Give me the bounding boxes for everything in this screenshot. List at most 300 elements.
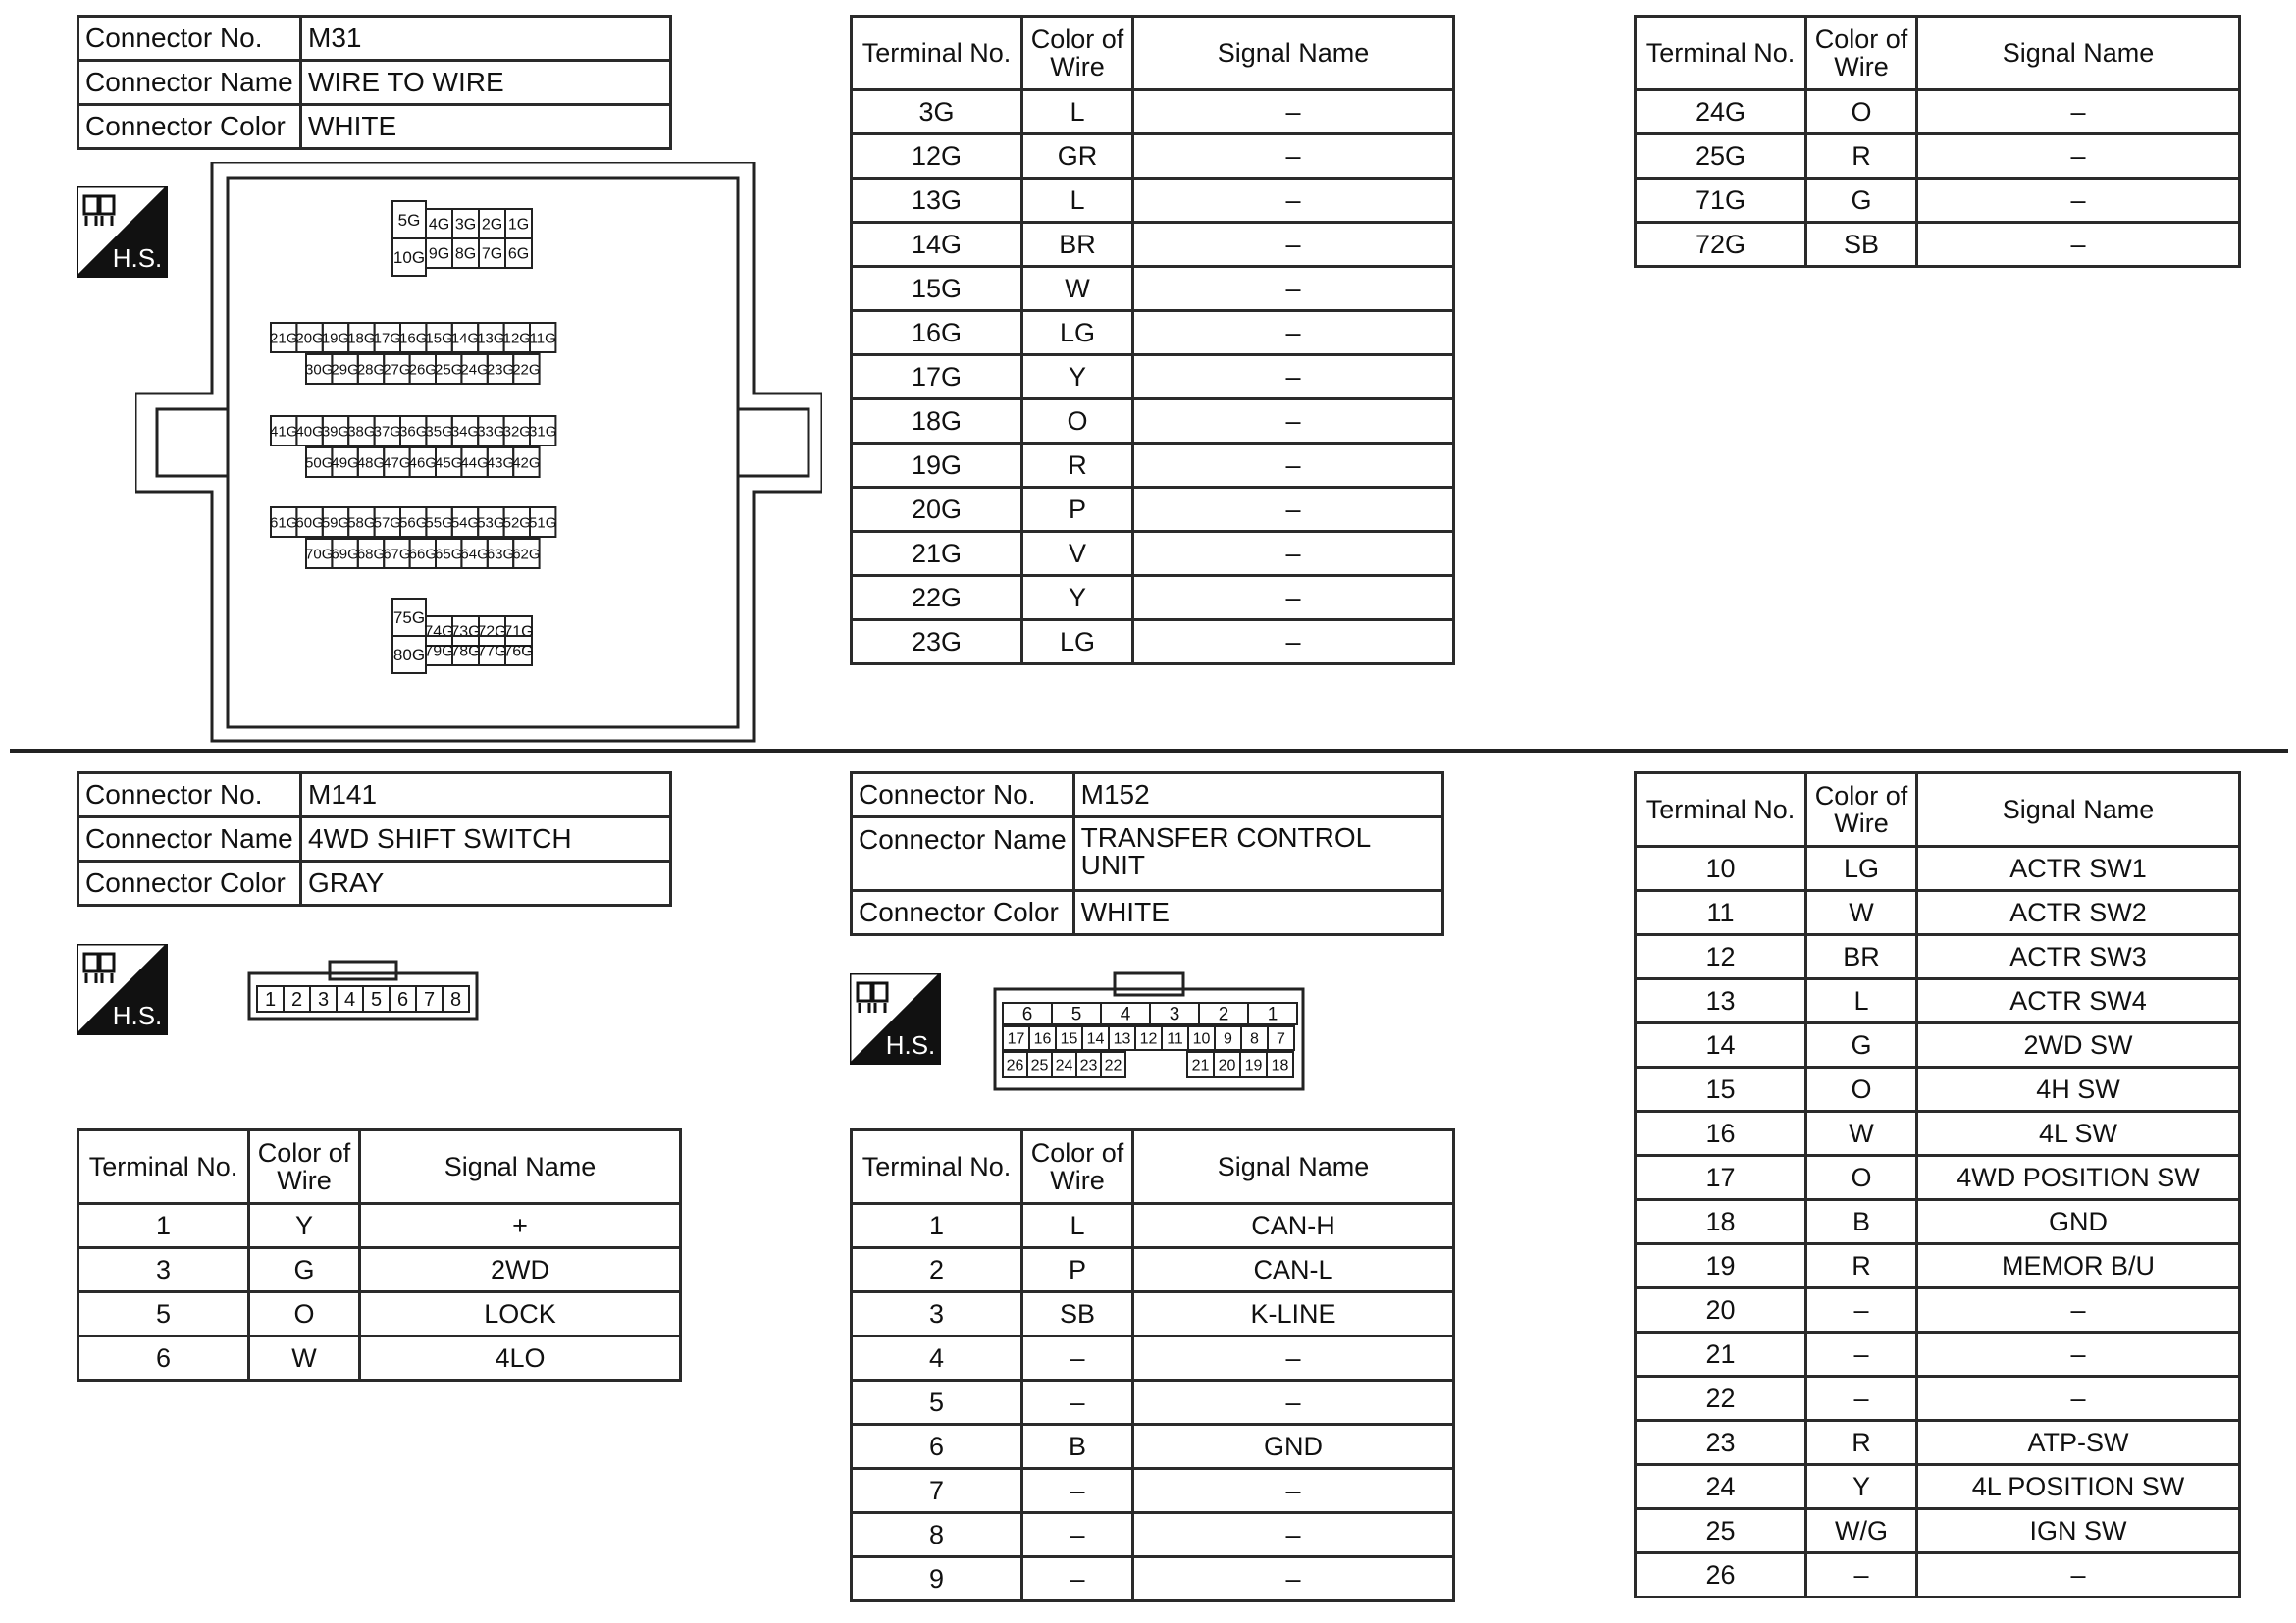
table-row (78, 1204, 681, 1248)
terminal-cell: 72G (1636, 223, 1806, 267)
connector-cavity (409, 447, 437, 477)
svg-text:12G: 12G (502, 330, 531, 347)
connector-cavity (337, 986, 363, 1012)
connector-cavity (530, 323, 556, 352)
svg-text:4: 4 (1120, 1004, 1131, 1025)
svg-text:17: 17 (1007, 1030, 1025, 1048)
svg-text:6: 6 (396, 989, 409, 1011)
terminal-cell: 18 (1636, 1200, 1806, 1244)
connector-cavity (1056, 1026, 1082, 1050)
svg-text:42G: 42G (512, 454, 541, 472)
wire-color-cell: LG (1806, 847, 1917, 891)
harness-side-icon (850, 973, 941, 1065)
connector-cavity (1003, 1052, 1027, 1077)
svg-text:37G: 37G (373, 423, 401, 441)
m141-connector-face (247, 960, 479, 1021)
svg-text:39G: 39G (321, 423, 350, 441)
table-row (1636, 1553, 2240, 1597)
connector-color-value: GRAY (301, 862, 671, 906)
svg-text:6: 6 (1021, 1004, 1033, 1025)
svg-text:33G: 33G (477, 423, 505, 441)
table-row (852, 1557, 1454, 1601)
connector-cavity (425, 323, 452, 352)
table-row (852, 1469, 1454, 1513)
wire-color-cell: R (1806, 134, 1917, 179)
terminal-cell: 3G (852, 90, 1022, 134)
terminal-cell: 15 (1636, 1068, 1806, 1112)
svg-text:31G: 31G (529, 423, 557, 441)
connector-cavity (1162, 1026, 1188, 1050)
connector-cavity (357, 354, 385, 384)
signal-name-cell: CAN-L (1133, 1248, 1454, 1292)
svg-text:7G: 7G (481, 245, 503, 263)
connector-cavity (331, 447, 358, 477)
connector-cavity (425, 416, 452, 445)
signal-name-cell: – (1133, 223, 1454, 267)
color-of-wire-header: Color of Wire (1806, 773, 1917, 847)
table-row (78, 1248, 681, 1292)
table-row (852, 1204, 1454, 1248)
connector-cavity (487, 354, 514, 384)
connector-cavity (416, 986, 443, 1012)
terminal-cell: 3 (852, 1292, 1022, 1336)
signal-name-cell: + (360, 1204, 681, 1248)
terminal-cell: 22G (852, 576, 1022, 620)
terminal-cell: 14G (852, 223, 1022, 267)
connector-cavity (295, 507, 323, 537)
signal-name-cell: 4LO (360, 1336, 681, 1381)
connector-name-value: 4WD SHIFT SWITCH (301, 817, 671, 862)
signal-name-cell: – (1133, 1336, 1454, 1381)
wire-color-cell: O (1806, 1156, 1917, 1200)
terminal-cell: 17G (852, 355, 1022, 399)
color-of-wire-header: Color of Wire (1022, 17, 1133, 90)
signal-name-cell: 4L SW (1917, 1112, 2240, 1156)
signal-name-cell: – (1917, 90, 2240, 134)
svg-text:45G: 45G (435, 454, 463, 472)
connector-cavity (503, 616, 533, 646)
connector-cavity (460, 539, 488, 568)
connector-name-label: Connector Name (78, 61, 301, 105)
svg-text:23G: 23G (486, 361, 515, 379)
connector-cavity (477, 616, 506, 646)
color-of-wire-header: Color of Wire (1022, 1130, 1133, 1204)
wire-color-cell: W (1022, 267, 1133, 311)
connector-cavity (424, 616, 453, 646)
connector-cavity (357, 447, 385, 477)
svg-text:50G: 50G (305, 454, 334, 472)
svg-text:1G: 1G (507, 216, 530, 234)
wire-color-cell: LG (1022, 620, 1133, 664)
connector-cavity (435, 354, 462, 384)
terminal-cell: 16 (1636, 1112, 1806, 1156)
wire-color-cell: – (1806, 1288, 1917, 1333)
signal-name-cell: – (1133, 267, 1454, 311)
svg-text:7: 7 (1277, 1030, 1285, 1048)
connector-cavity (399, 416, 427, 445)
svg-text:53G: 53G (477, 514, 505, 532)
svg-text:51G: 51G (529, 514, 557, 532)
connector-cavity (529, 416, 556, 445)
table-row (852, 1425, 1454, 1469)
section-divider (10, 749, 2288, 753)
connector-cavity (322, 507, 349, 537)
table-row (1636, 223, 2240, 267)
signal-name-cell: – (1133, 179, 1454, 223)
signal-name-cell: 4WD POSITION SW (1917, 1156, 2240, 1200)
connector-cavity (295, 416, 323, 445)
connector-cavity (452, 238, 479, 268)
signal-name-cell: K-LINE (1133, 1292, 1454, 1336)
wire-color-cell: Y (1806, 1465, 1917, 1509)
connector-name-label: Connector Name (852, 817, 1074, 891)
signal-name-cell: – (1133, 1557, 1454, 1601)
connector-cavity (505, 238, 532, 268)
svg-text:1: 1 (264, 989, 277, 1011)
signal-name-cell: – (1917, 1377, 2240, 1421)
svg-text:22G: 22G (512, 361, 541, 379)
svg-text:58G: 58G (347, 514, 376, 532)
wire-color-cell: G (249, 1248, 360, 1292)
svg-text:20G: 20G (295, 330, 324, 347)
connector-cavity (1199, 1003, 1248, 1025)
terminal-no-header: Terminal No. (852, 17, 1022, 90)
terminal-cell: 71G (1636, 179, 1806, 223)
svg-text:38G: 38G (347, 423, 376, 441)
terminal-cell: 16G (852, 311, 1022, 355)
wire-color-cell: – (1022, 1469, 1133, 1513)
svg-text:13: 13 (1113, 1030, 1131, 1048)
connector-cavity (1135, 1026, 1162, 1050)
connector-cavity (1214, 1052, 1240, 1077)
m152-terminal-table-b (1634, 771, 2241, 1598)
connector-cavity (512, 539, 540, 568)
connector-cavity (1150, 1003, 1199, 1025)
svg-text:21G: 21G (270, 330, 298, 347)
terminal-cell: 21G (852, 532, 1022, 576)
connector-cavity (477, 416, 504, 445)
table-row (78, 1292, 681, 1336)
connector-cavity (1240, 1052, 1267, 1077)
signal-name-cell: ACTR SW3 (1917, 935, 2240, 979)
wire-color-cell: P (1022, 488, 1133, 532)
m141-terminal-table (77, 1128, 682, 1382)
connector-cavity (451, 323, 479, 352)
table-row (1636, 1156, 2240, 1200)
color-of-wire-header: Color of Wire (249, 1130, 360, 1204)
m152-terminal-table-a (850, 1128, 1455, 1602)
svg-text:17G: 17G (373, 330, 401, 347)
svg-text:63G: 63G (486, 546, 515, 563)
connector-cavity (390, 986, 416, 1012)
svg-text:11: 11 (1167, 1030, 1183, 1048)
wire-color-cell: O (1806, 90, 1917, 134)
svg-text:32G: 32G (502, 423, 531, 441)
wire-color-cell: L (1022, 179, 1133, 223)
terminal-cell: 2 (852, 1248, 1022, 1292)
connector-cavity (1215, 1026, 1241, 1050)
connector-cavity (409, 354, 437, 384)
svg-text:65G: 65G (435, 546, 463, 563)
table-row (1636, 847, 2240, 891)
connector-cavity (1109, 1026, 1135, 1050)
connector-cavity (305, 447, 333, 477)
wire-color-cell: W (1806, 1112, 1917, 1156)
wire-color-cell: B (1022, 1425, 1133, 1469)
connector-color-label: Connector Color (852, 891, 1074, 935)
connector-cavity (503, 507, 531, 537)
signal-name-cell: – (1133, 1381, 1454, 1425)
table-row (852, 179, 1454, 223)
connector-cavity (1076, 1052, 1101, 1077)
svg-text:48G: 48G (356, 454, 386, 472)
terminal-cell: 8 (852, 1513, 1022, 1557)
connector-cavity (1101, 1052, 1125, 1077)
svg-text:15G: 15G (425, 330, 453, 347)
table-row (1636, 1465, 2240, 1509)
signal-name-cell: – (1133, 532, 1454, 576)
wire-color-cell: L (1022, 1204, 1133, 1248)
connector-cavity (383, 539, 410, 568)
terminal-cell: 15G (852, 267, 1022, 311)
wire-color-cell: W (1806, 891, 1917, 935)
signal-name-cell: IGN SW (1917, 1509, 2240, 1553)
table-row (1636, 1068, 2240, 1112)
svg-text:14G: 14G (450, 330, 480, 347)
connector-cavity (479, 209, 505, 238)
signal-name-cell: LOCK (360, 1292, 681, 1336)
wire-color-cell: Y (1022, 576, 1133, 620)
table-row (1636, 90, 2240, 134)
table-row (1636, 1377, 2240, 1421)
svg-text:36G: 36G (399, 423, 428, 441)
connector-cavity (503, 416, 531, 445)
connector-cavity (426, 238, 452, 268)
svg-text:61G: 61G (270, 514, 298, 532)
signal-name-cell: – (1133, 399, 1454, 444)
m31-terminal-table-b (1634, 15, 2241, 268)
svg-text:34G: 34G (450, 423, 480, 441)
svg-text:18G: 18G (347, 330, 376, 347)
wire-color-cell: – (1022, 1381, 1133, 1425)
svg-text:25: 25 (1030, 1057, 1049, 1074)
svg-text:24G: 24G (460, 361, 489, 379)
connector-cavity (1267, 1052, 1293, 1077)
signal-name-cell: MEMOR B/U (1917, 1244, 2240, 1288)
svg-text:16: 16 (1033, 1030, 1052, 1048)
wire-color-cell: L (1806, 979, 1917, 1023)
signal-name-cell: – (1133, 444, 1454, 488)
svg-text:64G: 64G (460, 546, 489, 563)
svg-text:57G: 57G (373, 514, 401, 532)
terminal-cell: 24 (1636, 1465, 1806, 1509)
connector-cavity (452, 209, 479, 238)
svg-text:44G: 44G (460, 454, 489, 472)
svg-text:11G: 11G (529, 330, 556, 347)
connector-cavity (426, 209, 452, 238)
table-row (1636, 1288, 2240, 1333)
connector-cavity (451, 416, 479, 445)
wire-color-cell: G (1806, 179, 1917, 223)
connector-cavity (529, 507, 556, 537)
connector-cavity (347, 416, 375, 445)
svg-text:47G: 47G (383, 454, 411, 472)
connector-cavity (477, 323, 504, 352)
svg-text:80G: 80G (392, 645, 426, 664)
connector-cavity (392, 636, 426, 673)
signal-name-cell: GND (1917, 1200, 2240, 1244)
terminal-cell: 20G (852, 488, 1022, 532)
terminal-cell: 24G (1636, 90, 1806, 134)
svg-text:10G: 10G (392, 247, 426, 267)
svg-text:24: 24 (1055, 1057, 1073, 1074)
harness-side-icon (77, 944, 168, 1035)
wire-color-cell: O (249, 1292, 360, 1336)
svg-text:19: 19 (1244, 1057, 1263, 1074)
wire-color-cell: Y (249, 1204, 360, 1248)
connector-cavity (1052, 1003, 1101, 1025)
svg-text:12: 12 (1139, 1030, 1158, 1048)
svg-text:21: 21 (1191, 1057, 1210, 1074)
svg-text:28G: 28G (356, 361, 386, 379)
svg-text:3: 3 (317, 989, 330, 1011)
table-row (1636, 1244, 2240, 1288)
terminal-cell: 20 (1636, 1288, 1806, 1333)
svg-text:25G: 25G (435, 361, 463, 379)
wire-color-cell: – (1806, 1333, 1917, 1377)
connector-cavity (409, 539, 437, 568)
table-row (852, 532, 1454, 576)
connector-cavity (270, 323, 297, 352)
svg-text:9: 9 (1224, 1030, 1232, 1048)
signal-name-cell: 4H SW (1917, 1068, 2240, 1112)
signal-name-cell: – (1133, 355, 1454, 399)
connector-no-label: Connector No. (78, 17, 301, 61)
svg-text:68G: 68G (356, 546, 386, 563)
signal-name-cell: – (1917, 1553, 2240, 1597)
svg-text:3G: 3G (454, 216, 477, 234)
connector-cavity (270, 507, 297, 537)
wire-color-cell: G (1806, 1023, 1917, 1068)
signal-name-cell: – (1917, 1333, 2240, 1377)
table-row (852, 90, 1454, 134)
connector-cavity (1241, 1026, 1268, 1050)
svg-text:75G: 75G (392, 607, 426, 627)
terminal-cell: 12 (1636, 935, 1806, 979)
hs-label: H.S. (112, 243, 163, 273)
table-row (852, 223, 1454, 267)
connector-no-label: Connector No. (852, 773, 1074, 817)
signal-name-cell: – (1133, 134, 1454, 179)
connector-cavity (322, 416, 349, 445)
svg-text:40G: 40G (295, 423, 324, 441)
connector-cavity (460, 354, 488, 384)
svg-text:2G: 2G (481, 216, 503, 234)
svg-text:7: 7 (423, 989, 436, 1011)
svg-text:10: 10 (1192, 1030, 1211, 1048)
connector-cavity (505, 209, 532, 238)
svg-text:43G: 43G (486, 454, 515, 472)
connector-cavity (435, 447, 462, 477)
signal-name-header: Signal Name (1917, 773, 2240, 847)
terminal-cell: 4 (852, 1336, 1022, 1381)
svg-text:49G: 49G (331, 454, 359, 472)
connector-cavity (479, 238, 505, 268)
connector-no-value: M141 (301, 773, 671, 817)
terminal-cell: 19 (1636, 1244, 1806, 1288)
svg-text:4G: 4G (428, 216, 450, 234)
wire-color-cell: – (1806, 1377, 1917, 1421)
table-row (1636, 134, 2240, 179)
terminal-no-header: Terminal No. (1636, 17, 1806, 90)
connector-cavity (425, 507, 452, 537)
svg-text:26G: 26G (408, 361, 437, 379)
svg-text:14: 14 (1086, 1030, 1105, 1048)
connector-cavity (399, 323, 427, 352)
m152-connector-face (993, 971, 1305, 1091)
m31-terminal-table-a (850, 15, 1455, 665)
table-row (852, 576, 1454, 620)
signal-name-cell: – (1133, 488, 1454, 532)
connector-color-value: WHITE (1073, 891, 1442, 935)
table-row (1636, 1509, 2240, 1553)
terminal-cell: 5 (78, 1292, 249, 1336)
signal-name-cell: – (1917, 134, 2240, 179)
connector-cavity (392, 238, 426, 276)
svg-text:73G: 73G (450, 623, 481, 641)
connector-cavity (512, 447, 540, 477)
table-row (852, 311, 1454, 355)
svg-text:78G: 78G (450, 643, 481, 660)
connector-cavity (1248, 1003, 1297, 1025)
terminal-cell: 23G (852, 620, 1022, 664)
wire-color-cell: W/G (1806, 1509, 1917, 1553)
svg-text:5: 5 (370, 989, 383, 1011)
connector-no-value: M31 (301, 17, 671, 61)
table-row (1636, 891, 2240, 935)
m31-info-table (77, 15, 672, 150)
svg-text:4: 4 (343, 989, 356, 1011)
terminal-cell: 3 (78, 1248, 249, 1292)
terminal-cell: 11 (1636, 891, 1806, 935)
signal-name-cell: – (1917, 223, 2240, 267)
connector-cavity (383, 354, 410, 384)
connector-cavity (1052, 1052, 1076, 1077)
terminal-cell: 13G (852, 179, 1022, 223)
wire-color-cell: O (1806, 1068, 1917, 1112)
signal-name-cell: 4L POSITION SW (1917, 1465, 2240, 1509)
svg-text:66G: 66G (408, 546, 437, 563)
table-row (852, 444, 1454, 488)
terminal-no-header: Terminal No. (852, 1130, 1022, 1204)
connector-cavity (451, 507, 479, 537)
wire-color-cell: L (1022, 90, 1133, 134)
table-row (852, 267, 1454, 311)
wire-color-cell: BR (1806, 935, 1917, 979)
table-row (852, 1513, 1454, 1557)
connector-cavity (1003, 1003, 1052, 1025)
connector-cavity (487, 539, 514, 568)
signal-name-cell: GND (1133, 1425, 1454, 1469)
signal-name-header: Signal Name (1133, 17, 1454, 90)
signal-name-cell: – (1133, 620, 1454, 664)
svg-text:23: 23 (1079, 1057, 1098, 1074)
connector-cavity (512, 354, 540, 384)
connector-cavity (383, 447, 410, 477)
svg-text:77G: 77G (477, 643, 507, 660)
wire-color-cell: – (1806, 1553, 1917, 1597)
svg-text:41G: 41G (270, 423, 298, 441)
